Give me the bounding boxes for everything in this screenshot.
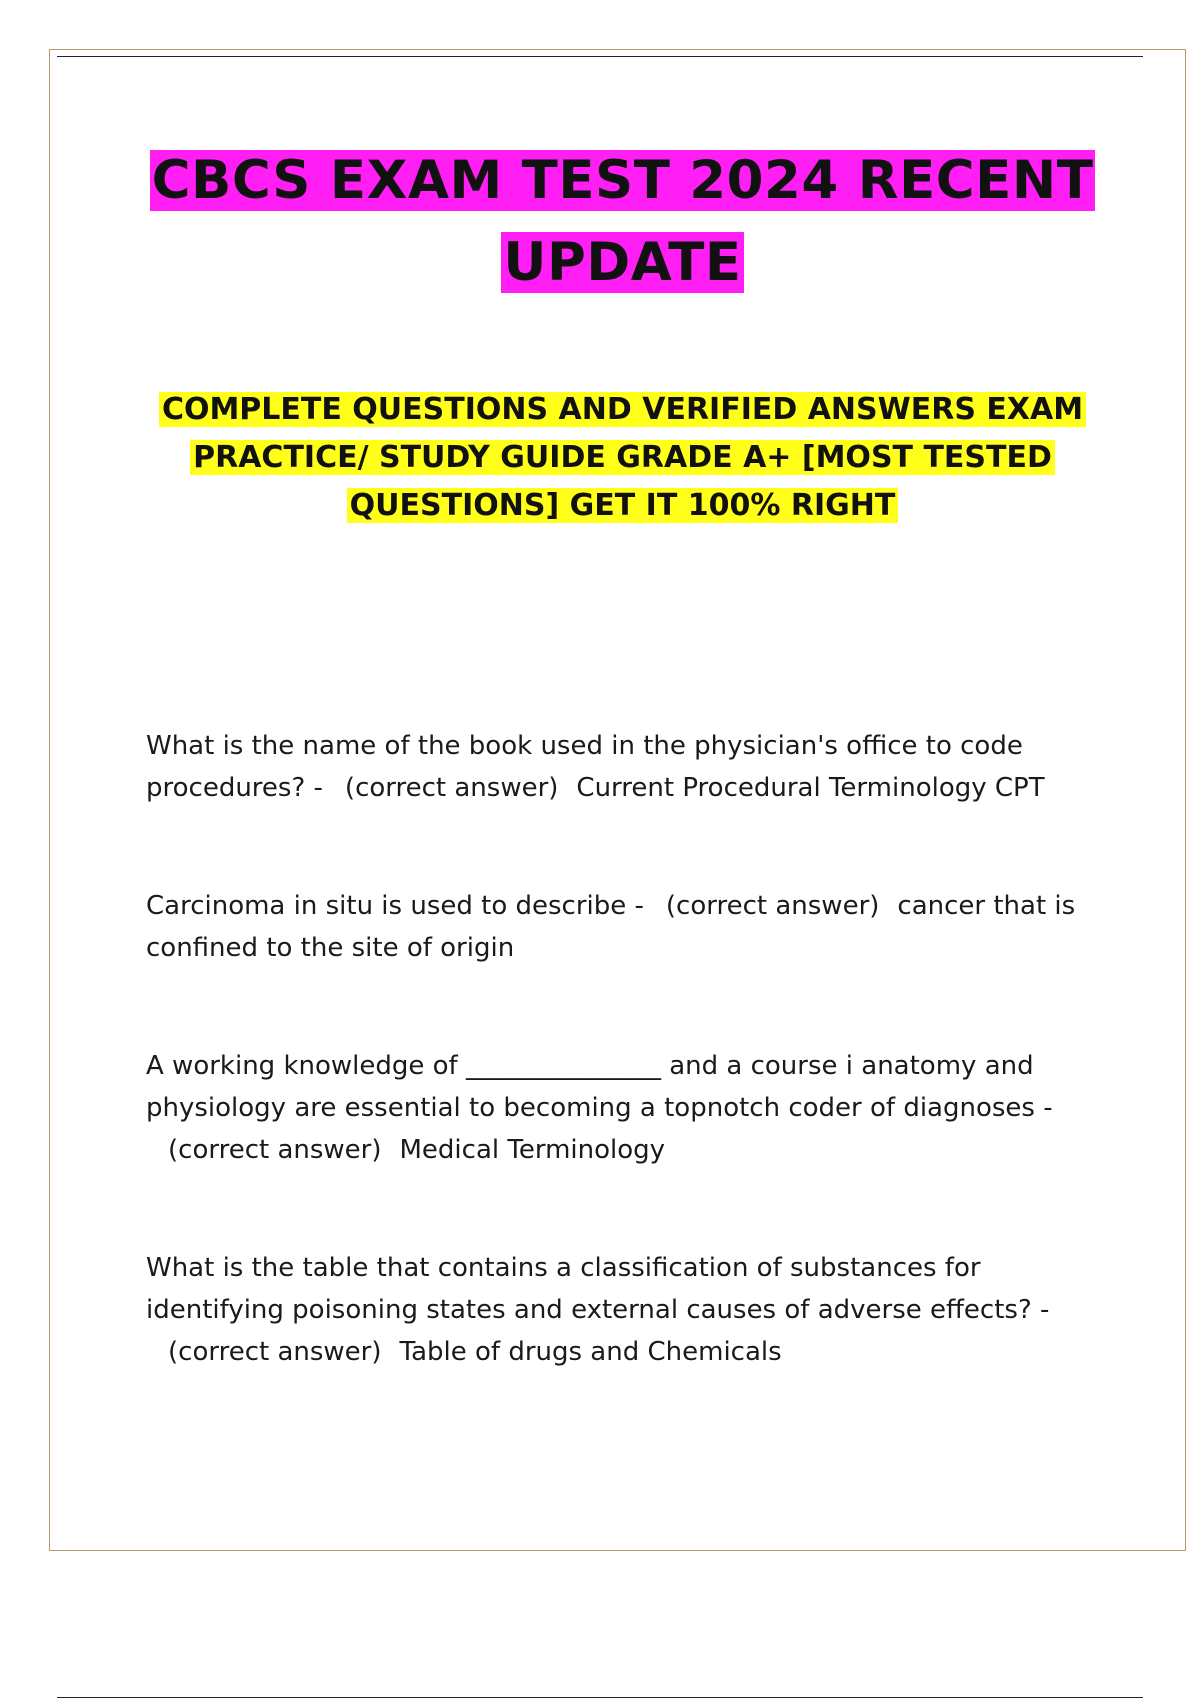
answer-text: Current Procedural Terminology CPT — [576, 773, 1045, 803]
answer-tag: (correct answer) — [168, 1135, 382, 1165]
answer-text: Table of drugs and Chemicals — [399, 1337, 782, 1367]
question-text: What is the name of the book used in the physician's office to code procedures? - — [146, 731, 1023, 803]
qa-item — [146, 725, 1091, 809]
qa-item — [146, 1045, 1091, 1171]
footer-rule — [57, 1697, 1143, 1698]
qa-item — [146, 885, 1091, 969]
question-text: What is the table that contains a classification of substances for identifying poisoning states and external causes of adverse effects? - — [146, 1253, 1050, 1325]
answer-tag: (correct answer) — [344, 773, 559, 803]
answer-tag: (correct answer) — [665, 891, 880, 921]
question-list — [146, 725, 1091, 1373]
answer-tag: (correct answer) — [168, 1337, 382, 1367]
question-text: Carcinoma in situ is used to describe - — [146, 891, 644, 921]
qa-item — [146, 1247, 1091, 1373]
document-subtitle — [130, 386, 1115, 530]
document-title-text: CBCS EXAM TEST 2024 RECENT UPDATE — [151, 150, 1094, 293]
document-title — [100, 140, 1145, 304]
question-text: A working knowledge of _______________ and a course i anatomy and physiology are essential to becoming a topnotch coder of diagnoses - — [146, 1051, 1053, 1123]
answer-text: Medical Terminology — [399, 1135, 666, 1165]
document-subtitle-text: COMPLETE QUESTIONS AND VERIFIED ANSWERS EXAM PRACTICE/ STUDY GUIDE GRADE A+ [MOST TESTED QUESTIONS] GET IT 100% RIGHT — [159, 392, 1086, 523]
header-rule — [57, 56, 1143, 57]
answer-text: cancer that is confined to the site of origin — [146, 891, 1076, 963]
